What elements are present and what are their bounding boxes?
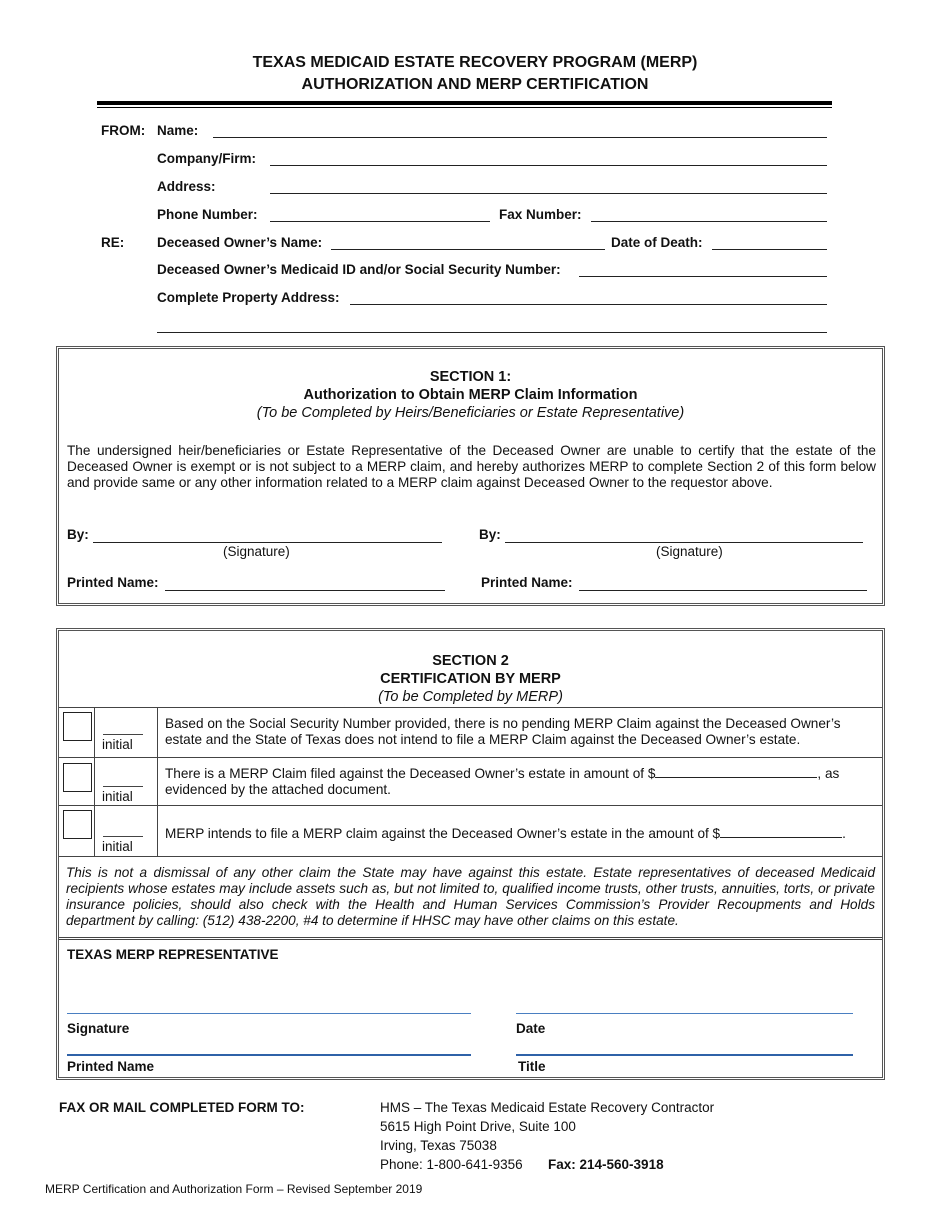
signature-caption-left: (Signature) (223, 544, 290, 559)
signature-field-left[interactable] (93, 529, 442, 543)
deceased-name-label: Deceased Owner’s Name: (157, 235, 323, 250)
deceased-name-field[interactable] (331, 236, 605, 250)
option-row (59, 805, 882, 857)
disclaimer-text: This is not a dismissal of any other claim the State may have against this estate. Estate representatives of deceased Medicaid recipients whose estates may include assets such as, but not limited to, qualified income trusts, other trusts, annuities, torts, or private insurance policies, should also check with the Health and Human Services Commission’s Provider Recoupments and Holds department by calling: (512) 438-2200, #4 to determine if HHSC may have other claims on this estate. (66, 865, 875, 928)
form-title-line1: TEXAS MEDICAID ESTATE RECOVERY PROGRAM (MERP) (252, 54, 698, 71)
option-checkbox[interactable] (63, 763, 92, 792)
address-label: Address: (157, 179, 216, 194)
address-field[interactable] (270, 180, 827, 194)
rep-signature-field[interactable] (67, 1013, 471, 1014)
signature-field-right[interactable] (505, 529, 863, 543)
section2-note: (To be Completed by MERP) (378, 689, 563, 705)
by-label-right: By: (479, 527, 501, 542)
section2-box (56, 628, 885, 1080)
printed-name-label-left: Printed Name: (67, 575, 159, 590)
option-text: Based on the Social Security Number provided, there is no pending MERP Claim against the Deceased Owner’s estate and the State of Texas does not intend to file a MERP Claim against the Deceased Owner’s estate. (165, 716, 841, 747)
option-row (59, 757, 882, 805)
initial-line[interactable] (103, 836, 143, 837)
rep-date-label: Date (516, 1021, 546, 1036)
certification-options (59, 707, 882, 857)
section2-heading: SECTION 2 (432, 653, 509, 669)
disclaimer-divider (59, 937, 882, 940)
phone-label: Phone Number: (157, 207, 258, 222)
option-text-continued: evidenced by the attached document. (165, 782, 391, 797)
rep-title-field[interactable] (516, 1054, 853, 1056)
rep-title-label: Title (518, 1059, 546, 1074)
signature-caption-right: (Signature) (656, 544, 723, 559)
initial-label: initial (102, 789, 133, 804)
section1-heading: SECTION 1: (429, 369, 512, 385)
mailing-label: FAX OR MAIL COMPLETED FORM TO: (59, 1100, 305, 1115)
company-field[interactable] (270, 152, 827, 166)
claim-amount-field[interactable] (655, 766, 817, 778)
option-text: MERP intends to file a MERP claim against the Deceased Owner’s estate in the amount of $ . (165, 826, 846, 841)
footer-text: MERP Certification and Authorization Form – Revised September 2019 (45, 1182, 423, 1196)
printed-name-field-left[interactable] (165, 577, 445, 591)
title-divider (97, 101, 832, 108)
rep-signature-label: Signature (67, 1021, 130, 1036)
option-text-part: MERP intends to file a MERP claim against the Deceased Owner’s estate in the amount of $ (165, 826, 721, 841)
rep-date-field[interactable] (516, 1013, 853, 1014)
rep-heading: TEXAS MERP REPRESENTATIVE (67, 947, 279, 962)
form-title-line2: AUTHORIZATION AND MERP CERTIFICATION (301, 76, 649, 93)
initial-label: initial (102, 737, 133, 752)
section1-box (56, 346, 885, 606)
option-text (165, 766, 839, 782)
mailing-line3: Irving, Texas 75038 (380, 1138, 497, 1153)
from-label: FROM: (101, 123, 146, 138)
initial-label: initial (102, 839, 133, 854)
property-address-field[interactable] (350, 291, 827, 305)
rep-printed-name-label: Printed Name (67, 1059, 155, 1074)
date-of-death-label: Date of Death: (611, 235, 703, 250)
mailing-line1: HMS – The Texas Medicaid Estate Recovery Contractor (380, 1100, 715, 1115)
initial-line[interactable] (103, 786, 143, 787)
option-row (59, 707, 882, 757)
section1-subheading: Authorization to Obtain MERP Claim Information (303, 387, 638, 403)
rep-printed-name-field[interactable] (67, 1054, 471, 1056)
mailing-phone: Phone: 1-800-641-9356 (380, 1157, 523, 1172)
property-address-label: Complete Property Address: (157, 290, 340, 305)
medicaid-id-field[interactable] (579, 263, 827, 277)
option-checkbox[interactable] (63, 810, 92, 839)
fax-field[interactable] (591, 208, 827, 222)
re-label: RE: (101, 235, 125, 250)
medicaid-id-label: Deceased Owner’s Medicaid ID and/or Social Security Number: (157, 262, 561, 277)
intended-amount-field[interactable] (720, 826, 842, 838)
mailing-line2: 5615 High Point Drive, Suite 100 (380, 1119, 576, 1134)
mailing-fax: Fax: 214-560-3918 (548, 1157, 664, 1172)
section1-note: (To be Completed by Heirs/Beneficiaries or Estate Representative) (256, 405, 685, 421)
fax-label: Fax Number: (499, 207, 582, 222)
by-label-left: By: (67, 527, 89, 542)
option-text-part: There is a MERP Claim filed against the Deceased Owner’s estate in amount of $ (165, 766, 656, 781)
printed-name-label-right: Printed Name: (481, 575, 573, 590)
option-checkbox[interactable] (63, 712, 92, 741)
printed-name-field-right[interactable] (579, 577, 867, 591)
date-of-death-field[interactable] (712, 236, 827, 250)
section2-subheading: CERTIFICATION BY MERP (380, 671, 561, 687)
name-label: Name: (157, 123, 199, 138)
phone-field[interactable] (270, 208, 490, 222)
section1-body: The undersigned heir/beneficiaries or Estate Representative of the Deceased Owner are unable to certify that the estate of the Deceased Owner is exempt or is not subject to a MERP claim, and hereby authorizes MERP to complete Section 2 of this form below and provide same or any other information related to a MERP claim against Deceased Owner to the requestor above. (67, 443, 876, 490)
property-address-field-line2[interactable] (157, 319, 827, 333)
name-field[interactable] (213, 124, 827, 138)
option-text-part: , as (817, 766, 840, 781)
initial-line[interactable] (103, 734, 143, 735)
company-label: Company/Firm: (157, 151, 257, 166)
